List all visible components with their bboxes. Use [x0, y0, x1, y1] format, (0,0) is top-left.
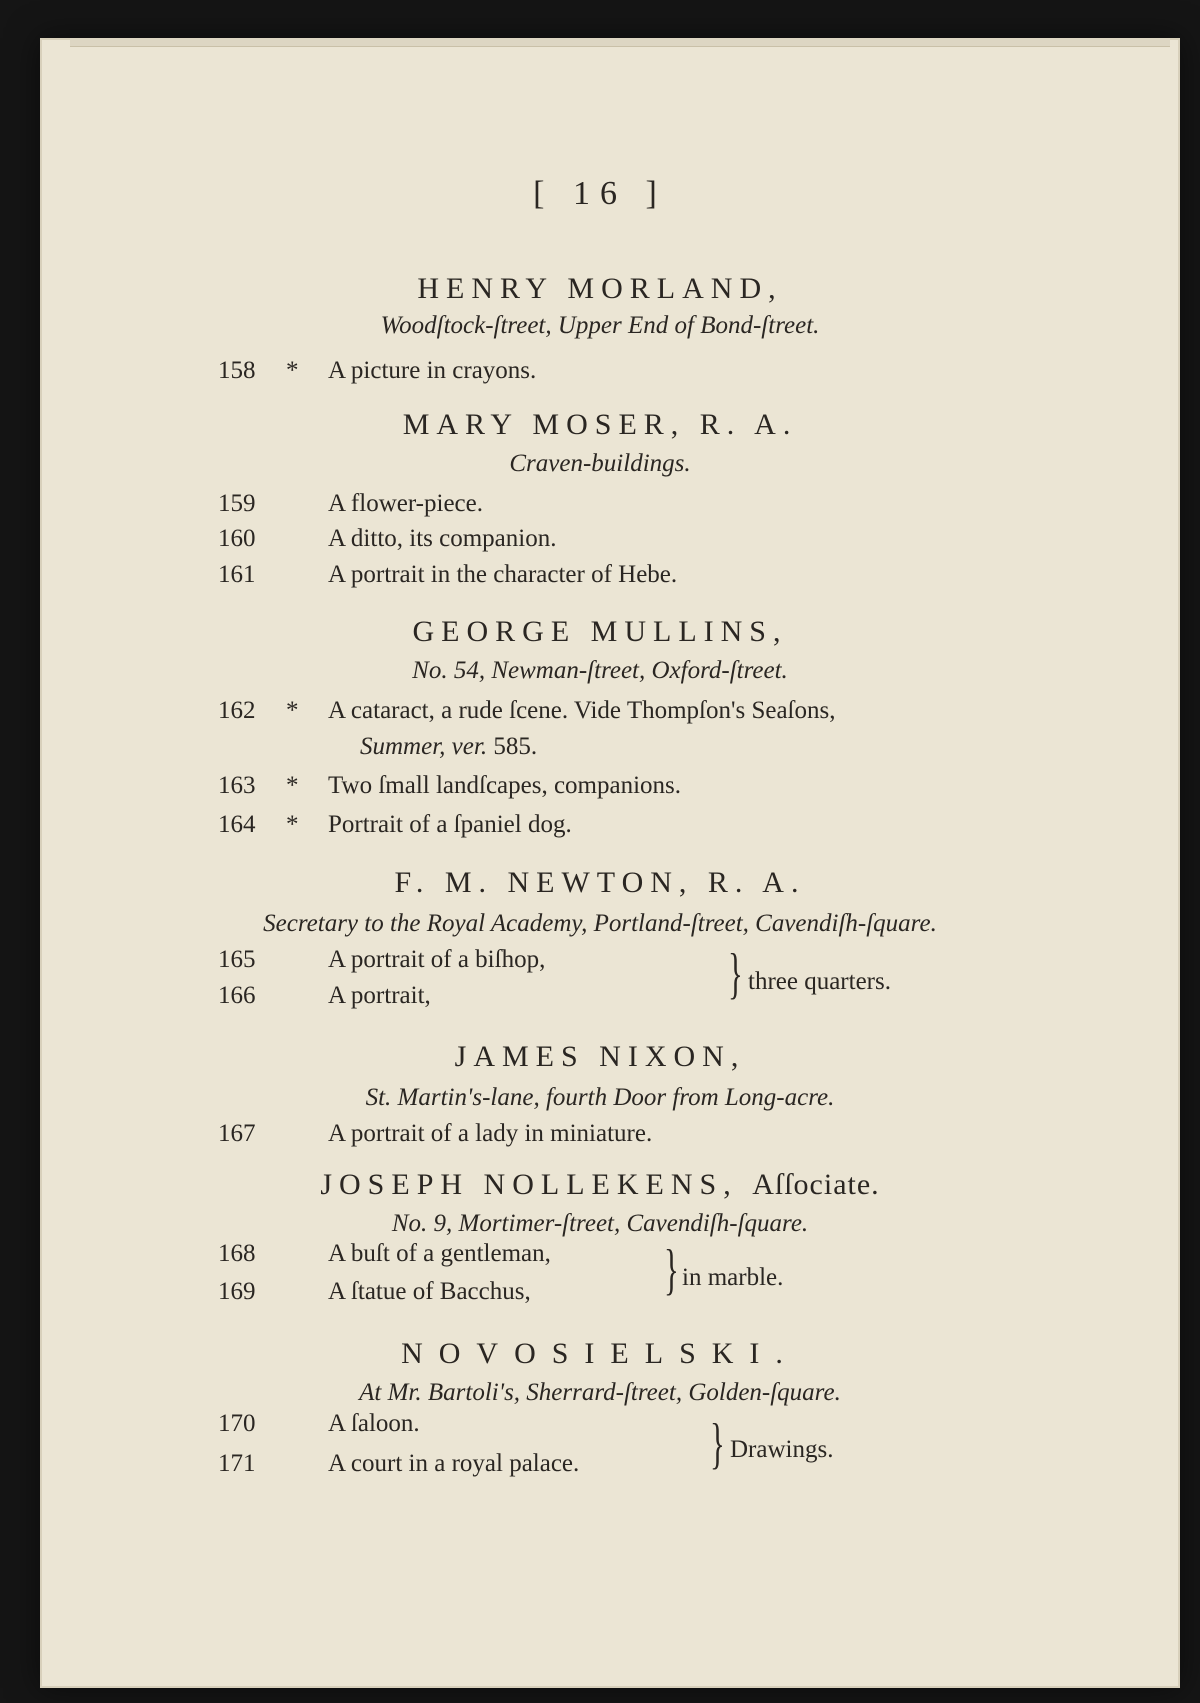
entry-title: A portrait of a lady in miniature. [328, 1120, 653, 1147]
artist-address: No. 9, Mortimer-ſtreet, Cavendiſh-ſquare. [391, 1210, 809, 1237]
entry-number: 158 [218, 357, 256, 384]
entry-number: 167 [218, 1120, 256, 1147]
artist-name: F. M. NEWTON, R. A. [394, 866, 806, 899]
entry-continuation [360, 733, 537, 761]
section-henry-morland [0, 272, 1200, 340]
section-mary-moser [0, 408, 1200, 478]
continuation-italic: Summer, ver. [360, 733, 488, 760]
right-brace-icon: } [710, 1413, 725, 1475]
entry-number: 170 [218, 1410, 256, 1437]
asterisk-mark: * [286, 697, 299, 724]
asterisk-mark: * [286, 811, 299, 838]
entry-title: A court in a royal palace. [328, 1450, 580, 1477]
asterisk-mark: * [286, 772, 299, 799]
entry-title: A cataract, a rude ſcene. Vide Thompſon's Seaſons, [328, 697, 836, 724]
entry-number: 165 [218, 946, 256, 973]
artist-name: NOVOSIELSKI. [401, 1337, 799, 1370]
entry-number: 160 [218, 525, 256, 552]
entry-number: 161 [218, 561, 256, 588]
entry-title: Portrait of a ſpaniel dog. [328, 811, 572, 838]
artist-address: No. 54, Newman-ſtreet, Oxford-ſtreet. [412, 657, 788, 684]
right-brace-icon: } [728, 943, 743, 1005]
entry-title: A ditto, its companion. [328, 525, 557, 552]
page-number: [ 16 ] [533, 175, 667, 212]
page-edge [70, 38, 1170, 47]
section-joseph-nollekens [0, 1168, 1200, 1238]
continuation-rest: 585. [487, 733, 538, 760]
entry-number: 168 [218, 1240, 256, 1267]
entry-title: A picture in crayons. [328, 357, 537, 384]
artist-address: Craven-buildings. [509, 450, 691, 477]
artist-name: GEORGE MULLINS, [412, 615, 788, 648]
entry-number: 164 [218, 811, 256, 838]
artist-name: MARY MOSER, R. A. [402, 408, 798, 441]
entry-number: 166 [218, 982, 256, 1009]
group-note: Drawings. [730, 1436, 834, 1463]
group-note: in marble. [682, 1264, 784, 1291]
section-george-mullins [0, 615, 1200, 685]
entry-title: A buſt of a gentleman, [328, 1240, 551, 1267]
artist-name: JAMES NIXON, [454, 1040, 746, 1073]
entry-title: A ſaloon. [328, 1410, 420, 1437]
section-james-nixon [0, 1040, 1200, 1112]
artist-name: JOSEPH NOLLEKENS, [320, 1168, 738, 1201]
entry-title: A portrait in the character of Hebe. [328, 561, 678, 588]
section-fm-newton [0, 866, 1200, 938]
entry-number: 169 [218, 1278, 256, 1305]
artist-title: Aſſociate. [752, 1168, 880, 1201]
artist-address: St. Martin's-lane, fourth Door from Long-acre. [365, 1084, 835, 1111]
artist-name-row [0, 1168, 1200, 1202]
right-brace-icon: } [664, 1239, 679, 1301]
entry-title: A portrait of a biſhop, [328, 946, 546, 973]
artist-address: At Mr. Bartoli's, Sherrard-ſtreet, Golden-ſquare. [359, 1379, 841, 1406]
artist-address: Woodſtock-ſtreet, Upper End of Bond-ſtreet. [380, 312, 820, 339]
artist-address: Secretary to the Royal Academy, Portland-ſtreet, Cavendiſh-ſquare. [263, 910, 937, 937]
entry-number: 171 [218, 1450, 256, 1477]
entry-number: 162 [218, 697, 256, 724]
entry-title: Two ſmall landſcapes, companions. [328, 772, 682, 799]
entry-title: A flower-piece. [328, 490, 483, 517]
entry-number: 163 [218, 772, 256, 799]
entry-title: A portrait, [328, 982, 431, 1009]
artist-name: HENRY MORLAND, [417, 272, 783, 305]
group-note: three quarters. [748, 968, 891, 995]
entry-title: A ſtatue of Bacchus, [328, 1278, 531, 1305]
asterisk-mark: * [286, 357, 299, 384]
entry-number: 159 [218, 490, 256, 517]
section-novosielski [0, 1337, 1200, 1407]
